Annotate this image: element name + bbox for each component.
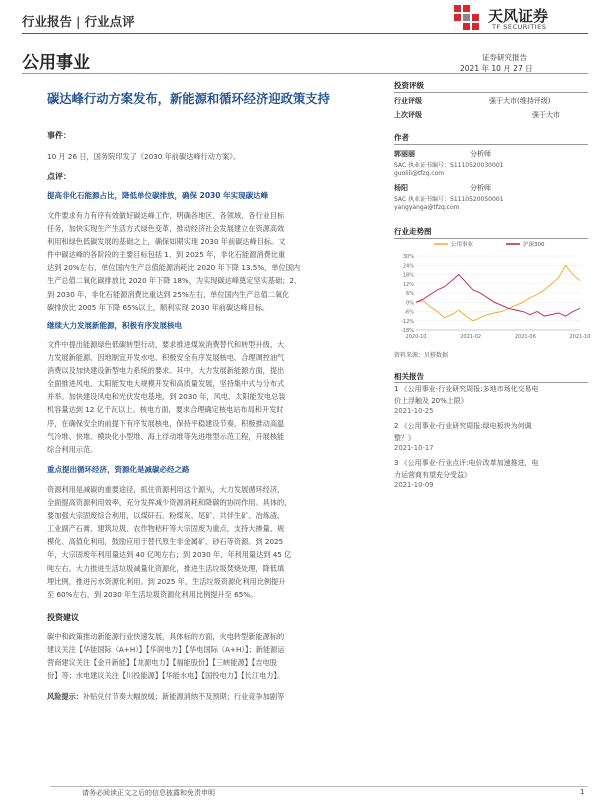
text-line: 碳排放比 2005 年下降 65%以上，顺利实现 2030 年前碳达峰目标。 [47, 302, 270, 312]
y-tick-label: -12% [401, 318, 414, 325]
chart-source: 资料来源：贝格数据 [394, 352, 449, 359]
text-line: 建议关注【华能国际（A+H）】【华润电力】【华电国际（A+H）】；新能源运 [47, 645, 285, 655]
text-line: 埋比例，推进污水资源化利用。到 2025 年，生活垃圾资源化利用比例提升 [47, 576, 286, 586]
y-tick-label: -18% [401, 328, 414, 334]
header-divider [22, 33, 588, 34]
investment-heading: 投资建议 [47, 613, 79, 622]
related-report-date: 2021-10-09 [394, 481, 434, 489]
y-tick-label: 0% [406, 300, 414, 307]
paragraph-investment [47, 630, 372, 682]
related-report-link[interactable]: 2 《公用事业-行业研究周报:绿电板块为何调整？》 [394, 422, 532, 442]
text-line: 综合利用示范。 [47, 444, 98, 454]
logo-mark-icon [452, 3, 486, 35]
text-line: 气冷堆、快堆、模块化小型堆、海上浮动堆等先进堆型示范工程，开展核能 [47, 431, 285, 441]
related-report-date: 2021-10-17 [394, 444, 434, 452]
previous-rating-value: 强于大市 [532, 111, 560, 119]
text-line: 年，大宗固废年利用量达到 40 亿吨左右；到 2030 年，年利用量达到 45 亿 [47, 550, 292, 560]
x-tick-label: 2020-10 [405, 334, 427, 340]
footer-divider [50, 786, 588, 787]
text-line: 达到 20%左右，单位国内生产总值能源消耗比 2020 年下降 13.5%，单位国内 [47, 263, 301, 273]
y-tick-label: 30% [402, 254, 414, 260]
trend-chart-heading: 行业走势图 [394, 227, 432, 236]
text-line: 到 2030 年，非化石能源消费比重达到 25%左右，单位国内生产总值二氧化 [47, 289, 290, 299]
risk-label: 风险提示： [47, 692, 83, 701]
x-tick-label: 2021-02 [460, 334, 482, 340]
y-tick-label: 6% [406, 291, 414, 297]
author-name: 杨阳 [394, 184, 408, 192]
related-report-link[interactable]: 1 《公用事业-行业研究周报:多地市场化交易电价上浮触及 20%上限》 [394, 385, 539, 405]
sector-title: 公用事业 [22, 53, 90, 73]
author-divider [394, 144, 588, 145]
text-line: 份】等；水电建议关注【川投能源】【华能水电】【国投电力】【长江电力】。 [47, 671, 285, 681]
rating-heading: 投资评级 [394, 81, 424, 90]
author-email[interactable]: guolili@tfzq.com [394, 170, 445, 177]
x-tick-label: 2021-06 [514, 334, 536, 340]
text-line: 模化、高值化利用，鼓励应用于替代原生非金属矿、砂石等资源。到 2025 [47, 537, 284, 547]
text-line: 机容量达到 12 亿千瓦以上。核电方面，要求合理确定核电站布局和开发时 [47, 405, 284, 415]
text-line: 文件中提出能源绿色低碳转型行动，要求推进煤炭消费替代和转型升级、大 [47, 340, 285, 349]
legend-label: 公用事业 [451, 242, 474, 248]
section-heading-new-energy: 继续大力发展新能源，积极有序发展核电 [47, 321, 182, 330]
author-title: 分析师 [470, 150, 491, 158]
chart-canvas [394, 238, 591, 348]
author-name: 郭丽丽 [394, 150, 415, 158]
text-line: 力发展新能源、因地制宜开发水电、积极安全有序发展核电、合理调控油气 [47, 353, 285, 363]
author-heading: 作者 [394, 133, 409, 142]
report-breadcrumb [22, 12, 135, 30]
paragraph-carbon-peak [47, 209, 372, 314]
footer-disclaimer: 请务必阅读正文之后的信息披露和免责申明 [82, 789, 215, 797]
sector-divider [22, 73, 588, 74]
brand-logo [452, 3, 592, 35]
related-heading: 相关报告 [394, 372, 424, 381]
text-line: 吨左右。大力推进生活垃圾减量化资源化，推进生活垃圾焚烧处理，降低填 [47, 563, 285, 573]
text-line: 工业副产石膏、建筑垃圾、农作物秸秆等大宗固废为重点，支持大掺量、规 [47, 524, 285, 534]
related-divider [394, 382, 588, 383]
related-report-date: 2021-10-25 [394, 407, 434, 415]
paragraph-new-energy [47, 338, 372, 456]
y-tick-label: 24% [402, 263, 414, 270]
industry-trend-chart [394, 238, 591, 348]
text-line: 件中碳达峰的各阶段的主要目标包括 1、到 2025 年，非化石能源消费比重 [47, 250, 286, 260]
y-tick-label: 18% [402, 272, 414, 279]
related-report-link[interactable]: 3 《公用事业-行业点评:电价改革加速推进，电力运营商有望充分受益》 [394, 459, 539, 479]
text-line: 要加强大宗固废综合利用，以煤矸石、粉煤灰、尾矿、共伴生矿、冶炼渣、 [47, 511, 285, 521]
y-tick-label: 12% [402, 281, 414, 288]
risk-text: 补贴兑付节奏大幅放缓；新能源消纳不及预期；行业竞争加剧等 [82, 692, 285, 701]
legend-label: 沪深300 [523, 242, 545, 248]
brand-name-en: TF SECURITIES [492, 23, 547, 31]
brand-name: 天风证券 [488, 7, 549, 25]
y-tick-label: -6% [404, 309, 414, 316]
comment-heading: 点评： [47, 172, 71, 181]
text-line: 全面推进风电、太阳能发电大规模开发和高质量发展，坚持集中式与分布式 [47, 379, 285, 389]
industry-rating-label: 行业评级 [394, 97, 422, 105]
section-heading-circular-economy: 重点提出循环经济，资源化是减碳必经之路 [47, 465, 190, 474]
event-heading: 事件： [47, 131, 71, 140]
rating-divider [394, 92, 588, 93]
text-line: 生产总值二氧化碳排放比 2020 年下降 18%，为实现碳达峰奠定坚实基础；2、 [47, 276, 302, 286]
breadcrumb-separator: | [76, 14, 81, 29]
x-tick-label: 2021-10 [569, 334, 591, 340]
text-line: 序，在确保安全的前提下有序发展核电，保持平稳建设节奏，积极推动高温 [47, 418, 285, 428]
section-heading-carbon-peak: 提高非化石能源占比，降低单位碳排放，确保 2030 年实现碳达峰 [47, 191, 269, 200]
author-email[interactable]: yangyanga@tfzq.com [394, 204, 460, 211]
report-date: 2021 年 10 月 27 日 [460, 64, 533, 73]
text-line: 全面提高资源利用效率，充分发挥减少资源消耗和降碳的协同作用。具体的， [47, 498, 292, 508]
paragraph-circular-economy [47, 483, 372, 601]
text-line: 资源利用是减碳的重要途径，抓住资源利用这个源头，大力发展循环经济， [47, 485, 285, 494]
industry-rating-value: 强于大市(维持评级) [489, 97, 551, 105]
author-title: 分析师 [470, 184, 491, 192]
event-text: 10 月 26 日，国务院印发了《2030 年前碳达峰行动方案》。 [47, 152, 241, 161]
report-category: 行业报告 [22, 14, 73, 29]
text-line: 营商建议关注【金开新能】【龙源电力】【福能股份】【三峡能源】【吉电股 [47, 658, 277, 668]
previous-rating-label: 上次评级 [394, 111, 422, 119]
text-line: 并举。加快建设风电和光伏发电基地，到 2030 年，风电、太阳能发电总装 [47, 392, 286, 402]
text-line: 文件要求有力有序有效做好碳达峰工作，明确各地区、各领域、各行业目标 [47, 211, 285, 220]
report-subcategory: 行业点评 [84, 14, 135, 29]
author-sac: SAC 执业证书编号：S1110520050001 [394, 196, 504, 203]
text-line: 利用和绿色低碳发展的基础之上，确保如期实现 2030 年前碳达峰目标。文 [47, 237, 286, 247]
text-line: 消费以及加快建设新型电力系统的要求。其中，大力发展新能源方面，提出 [47, 366, 285, 376]
text-line: 至 60%左右，到 2030 年生活垃圾资源化利用比例提升至 65%。 [47, 589, 258, 599]
text-line: 任务，加快实现生产生活方式绿色变革，推动经济社会发展建立在资源高效 [47, 224, 285, 234]
text-line: 碳中和政策推动新能源行业快速发展，具体标的方面，火电转型新能源标的 [47, 632, 285, 641]
risk-warning [47, 690, 372, 703]
author-sac: SAC 执业证书编号：S1110520030001 [394, 162, 504, 169]
report-title: 碳达峰行动方案发布，新能源和循环经济迎政策支持 [47, 92, 330, 106]
report-type: 证券研究报告 [482, 53, 527, 62]
page-number: 1 [580, 788, 585, 796]
